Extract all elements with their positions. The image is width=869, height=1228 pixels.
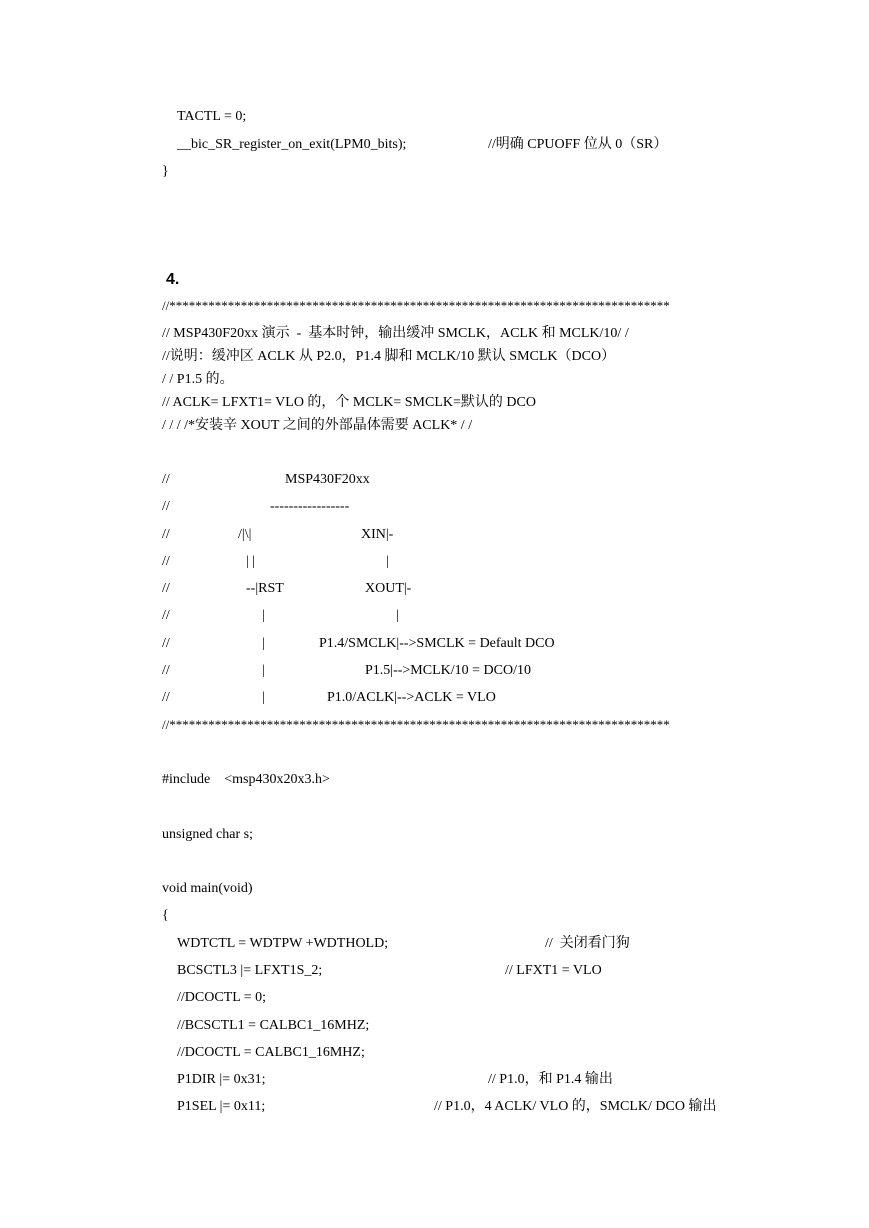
code-wdtctl: WDTCTL = WDTPW +WDTHOLD; [177, 936, 389, 951]
code-line-bic-sr: __bic_SR_register_on_exit(LPM0_bits); [177, 137, 407, 152]
diagram-chip-top-edge: ----------------- [270, 499, 350, 514]
diagram-rst-pin: --|RST [246, 581, 284, 596]
section-heading: 4. [166, 271, 180, 288]
diagram-double-bar: | | [246, 554, 256, 569]
code-p1dir: P1DIR |= 0x31; [177, 1072, 266, 1087]
code-open-brace: { [162, 908, 169, 923]
diagram-xout-pin: XOUT|- [365, 581, 412, 596]
code-var-decl: unsigned char s; [162, 827, 253, 842]
diagram-prefix: // [162, 663, 170, 678]
comment-line-5: / / / /*安装辛 XOUT 之间的外部晶体需要 ACLK* / / [162, 418, 473, 433]
code-dcoctl-cal: //DCOCTL = CALBC1_16MHZ; [177, 1045, 365, 1060]
code-line-tactl: TACTL = 0; [177, 109, 247, 124]
code-comment-cpuoff: //明确 CPUOFF 位从 0（SR） [488, 137, 668, 152]
code-comment-wdt: // 关闭看门狗 [545, 936, 630, 951]
diagram-p10-aclk: P1.0/ACLK|-->ACLK = VLO [327, 690, 496, 705]
code-main-signature: void main(void) [162, 881, 253, 896]
code-close-brace: } [162, 164, 169, 179]
code-bcsctl3: BCSCTL3 |= LFXT1S_2; [177, 963, 323, 978]
code-dcoctl-zero: //DCOCTL = 0; [177, 990, 267, 1005]
diagram-bar: | [262, 608, 265, 623]
diagram-bar: | [262, 636, 265, 651]
diagram-prefix: // [162, 608, 170, 623]
diagram-chip-name: MSP430F20xx [285, 472, 370, 487]
diagram-p14-smclk: P1.4/SMCLK|-->SMCLK = Default DCO [319, 636, 555, 651]
comment-line-3: / / P1.5 的。 [162, 372, 234, 387]
code-comment-lfxt1: // LFXT1 = VLO [505, 963, 602, 978]
comment-border-bottom: //***************************************************************************** [162, 717, 670, 732]
code-p1sel: P1SEL |= 0x11; [177, 1099, 266, 1114]
comment-line-4: // ACLK= LFXT1= VLO 的，个 MCLK= SMCLK=默认的 DCO [162, 395, 536, 410]
code-comment-p1dir: // P1.0，和 P1.4 输出 [488, 1072, 613, 1087]
diagram-bar: | [262, 690, 265, 705]
code-include: #include <msp430x20x3.h> [162, 772, 330, 787]
diagram-xin-pin: XIN|- [361, 527, 394, 542]
comment-line-2: //说明：缓冲区 ACLK 从 P2.0，P1.4 脚和 MCLK/10 默认 SMCLK（DCO） [162, 349, 616, 364]
diagram-prefix: // [162, 527, 170, 542]
diagram-p15-mclk: P1.5|-->MCLK/10 = DCO/10 [365, 663, 531, 678]
diagram-prefix: // [162, 499, 170, 514]
diagram-bar: | [386, 554, 389, 569]
diagram-prefix: // [162, 472, 170, 487]
code-bcsctl1: //BCSCTL1 = CALBC1_16MHZ; [177, 1018, 370, 1033]
diagram-bar: | [262, 663, 265, 678]
code-comment-p1sel: // P1.0，4 ACLK/ VLO 的，SMCLK/ DCO 输出 [434, 1099, 717, 1114]
diagram-prefix: // [162, 554, 170, 569]
diagram-prefix: // [162, 690, 170, 705]
diagram-prefix: // [162, 636, 170, 651]
comment-line-1: // MSP430F20xx 演示 - 基本时钟，输出缓冲 SMCLK，ACLK 和 MCLK/10/ / [162, 326, 629, 341]
diagram-bar: | [396, 608, 399, 623]
comment-border-top: //***************************************************************************** [162, 298, 670, 313]
diagram-prefix: // [162, 581, 170, 596]
diagram-slash-bar: /|\| [238, 527, 252, 542]
